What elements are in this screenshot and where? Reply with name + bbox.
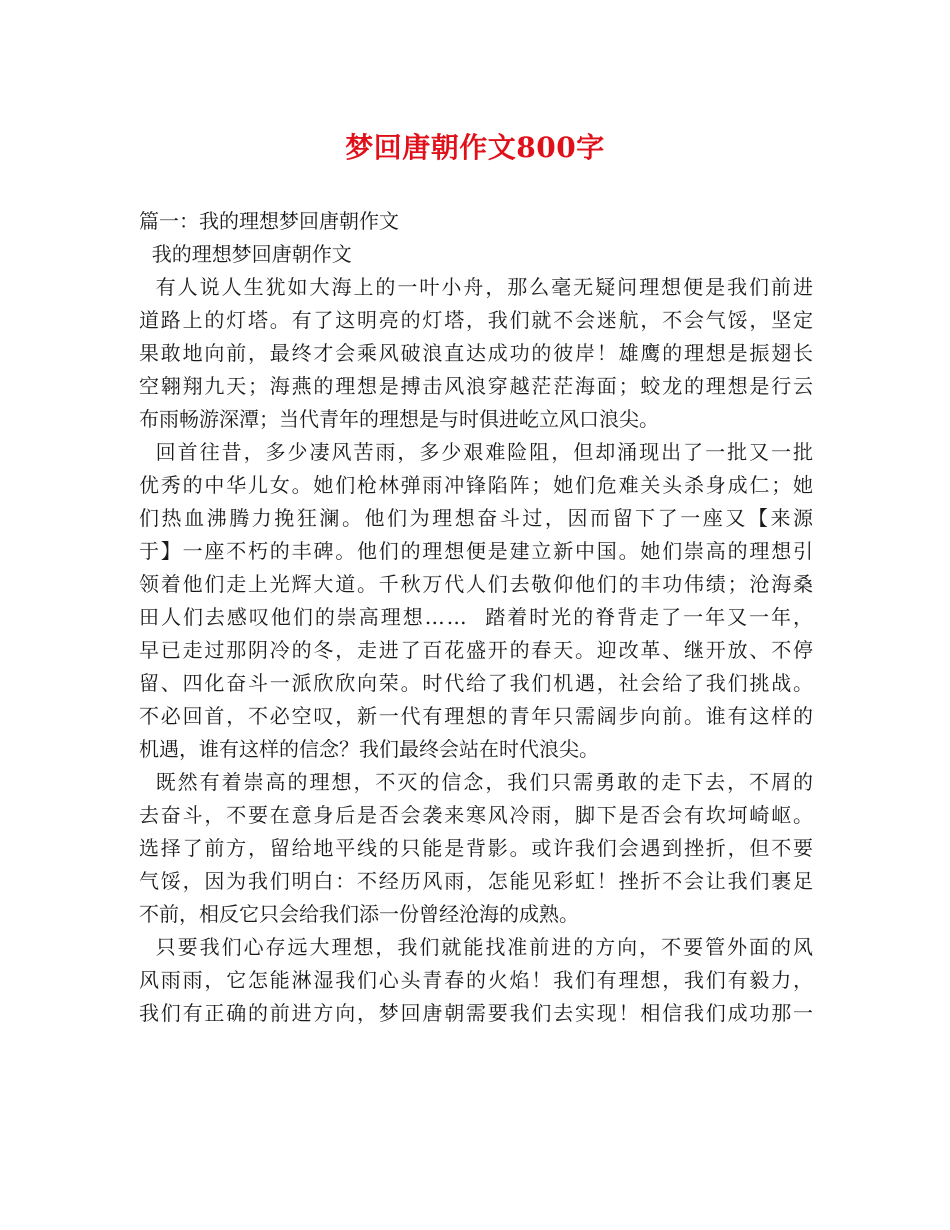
text-line: 早已走过那阴冷的冬，走进了百花盛开的春天。迎改革、继开放、不停 (139, 638, 815, 662)
text-line: 领着他们走上光辉大道。千秋万代人们去敬仰他们的丰功伟绩；沧海桑 (139, 572, 815, 596)
text-line: 我们有正确的前进方向，梦回唐朝需要我们去实现！相信我们成功那一 (139, 1001, 815, 1025)
text-line: 风雨雨，它怎能淋湿我们心头青春的火焰！我们有理想，我们有毅力， (139, 968, 815, 992)
text-line: 气馁，因为我们明白：不经历风雨，怎能见彩虹！挫折不会让我们裹足 (139, 869, 815, 893)
text-line: 留、四化奋斗一派欣欣向荣。时代给了我们机遇，社会给了我们挑战。 (139, 671, 815, 695)
text-line: 道路上的灯塔。有了这明亮的灯塔，我们就不会迷航，不会气馁，坚定 (139, 308, 815, 332)
text-line: 既然有着崇高的理想，不灭的信念，我们只需勇敢的走下去，不屑的 (139, 770, 815, 794)
text-line: 布雨畅游深潭；当代青年的理想是与时俱进屹立风口浪尖。 (139, 407, 659, 431)
text-line: 空翱翔九天；海燕的理想是搏击风浪穿越茫茫海面；蛟龙的理想是行云 (139, 374, 815, 398)
text-line: 果敢地向前，最终才会乘风破浪直达成功的彼岸！雄鹰的理想是振翅长 (139, 341, 815, 365)
text-line: 去奋斗，不要在意身后是否会袭来寒风冷雨，脚下是否会有坎坷崎岖。 (139, 803, 815, 827)
text-line: 选择了前方，留给地平线的只能是背影。或许我们会遇到挫折，但不要 (139, 836, 815, 860)
text-line: 篇一：我的理想梦回唐朝作文 (139, 209, 399, 233)
text-line: 回首往昔，多少凄风苦雨，多少艰难险阻，但却涌现出了一批又一批 (139, 440, 815, 464)
text-line: 只要我们心存远大理想，我们就能找准前进的方向，不要管外面的风 (139, 935, 815, 959)
document-title: 梦回唐朝作文800字 (345, 131, 605, 164)
text-line: 田人们去感叹他们的崇高理想…… 踏着时光的脊背走了一年又一年， (139, 605, 815, 629)
text-line: 不前，相反它只会给我们添一份曾经沧海的成熟。 (139, 902, 579, 926)
text-line: 们热血沸腾力挽狂澜。他们为理想奋斗过，因而留下了一座又【来源 (139, 506, 816, 530)
text-line: 不必回首，不必空叹，新一代有理想的青年只需阔步向前。谁有这样的 (139, 704, 815, 728)
text-line: 机遇，谁有这样的信念？我们最终会站在时代浪尖。 (139, 737, 599, 761)
document-body (139, 205, 816, 1030)
text-line: 我的理想梦回唐朝作文 (139, 242, 352, 266)
text-line: 优秀的中华儿女。她们枪林弹雨冲锋陷阵；她们危难关头杀身成仁；她 (139, 473, 815, 497)
text-line: 于】一座不朽的丰碑。他们的理想便是建立新中国。她们崇高的理想引 (139, 539, 815, 563)
text-line: 有人说人生犹如大海上的一叶小舟，那么毫无疑问理想便是我们前进 (139, 275, 815, 299)
